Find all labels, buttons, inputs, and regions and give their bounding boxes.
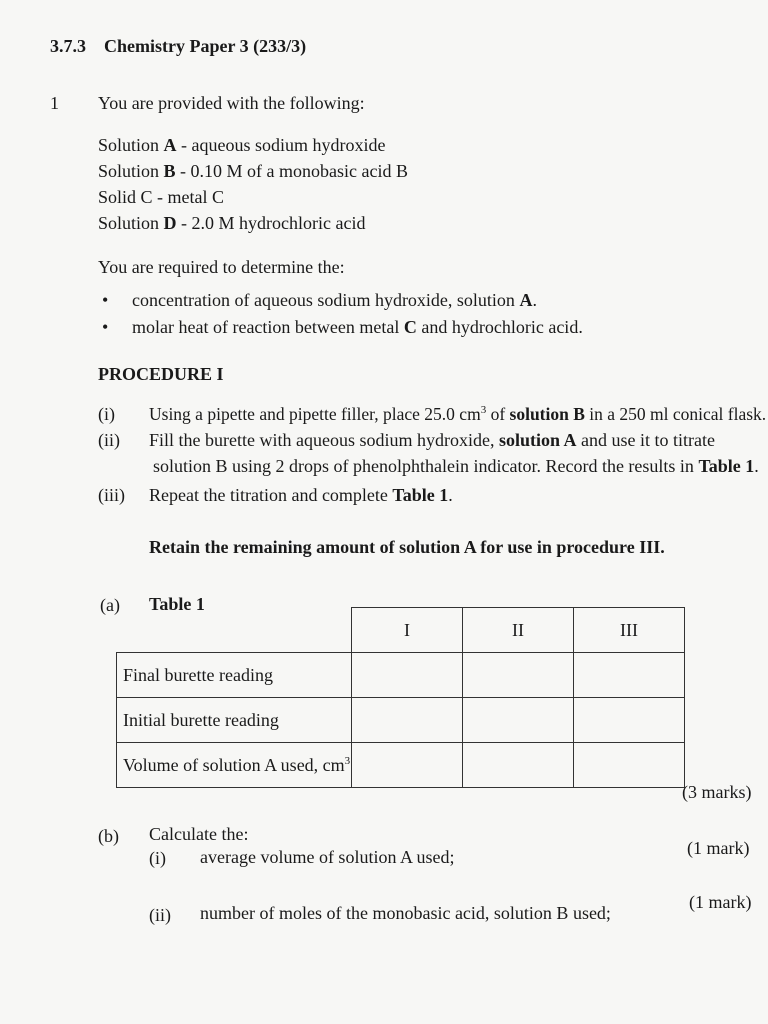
procedure-title: PROCEDURE I bbox=[98, 364, 224, 384]
step-text bbox=[149, 430, 715, 451]
section-number: 3.7.3 bbox=[50, 36, 86, 56]
column-header: I bbox=[352, 608, 463, 653]
solution-label: A bbox=[163, 135, 177, 155]
retain-note: Retain the remaining amount of solution A for use in procedure III. bbox=[149, 537, 665, 557]
step-bold: solution A bbox=[498, 430, 577, 450]
column-header: III bbox=[574, 608, 685, 653]
table-cell[interactable] bbox=[463, 698, 574, 743]
bullet-icon: • bbox=[102, 290, 109, 310]
bullet-text: concentration of aqueous sodium hydroxide, solution bbox=[132, 290, 520, 310]
solution-label: D bbox=[163, 213, 177, 233]
solution-line-b bbox=[98, 161, 408, 182]
required-intro: You are required to determine the: bbox=[98, 257, 345, 277]
step-text bbox=[149, 485, 453, 506]
page-heading bbox=[50, 36, 306, 57]
solution-label: B bbox=[163, 161, 176, 181]
step-number: (iii) bbox=[98, 485, 125, 505]
solution-prefix: Solution bbox=[98, 213, 164, 233]
table-cell[interactable] bbox=[352, 653, 463, 698]
bullet-item bbox=[102, 290, 537, 311]
row-label-text: Volume of solution A used, cm bbox=[123, 754, 345, 775]
table-row bbox=[117, 653, 685, 698]
table-corner bbox=[117, 608, 352, 653]
solution-desc: - metal C bbox=[152, 187, 225, 207]
bullet-icon: • bbox=[102, 317, 109, 337]
table-row bbox=[117, 743, 685, 788]
step-text-part: Using a pipette and pipette filler, place 25.0 cm bbox=[149, 404, 481, 424]
bullet-bold: C bbox=[403, 317, 417, 337]
table-row bbox=[117, 698, 685, 743]
solution-prefix: Solution bbox=[98, 161, 164, 181]
marks-label: (1 mark) bbox=[687, 838, 750, 858]
part-a-label: (a) bbox=[100, 595, 120, 615]
step-text-part: . bbox=[754, 456, 759, 476]
subpart-number: (i) bbox=[149, 848, 166, 868]
step-text-continued bbox=[153, 456, 759, 477]
question-number: 1 bbox=[50, 93, 59, 113]
step-text-part: in a 250 ml conical flask. bbox=[584, 404, 767, 424]
solution-prefix: Solid C bbox=[98, 187, 153, 207]
table-cell[interactable] bbox=[463, 653, 574, 698]
table-cell[interactable] bbox=[574, 698, 685, 743]
table-cell[interactable] bbox=[463, 743, 574, 788]
bullet-text-end: and hydrochloric acid. bbox=[416, 317, 583, 337]
table-cell[interactable] bbox=[574, 653, 685, 698]
solution-line-d bbox=[98, 213, 365, 234]
step-bold: solution B bbox=[509, 404, 585, 424]
row-label: Initial burette reading bbox=[117, 698, 352, 743]
step-text bbox=[149, 404, 766, 425]
solution-line-a bbox=[98, 135, 385, 156]
marks-label: (1 mark) bbox=[689, 892, 752, 912]
marks-label: (3 marks) bbox=[682, 782, 752, 802]
solution-desc: - aqueous sodium hydroxide bbox=[176, 135, 386, 155]
table-cell[interactable] bbox=[352, 743, 463, 788]
step-text-part: . bbox=[448, 485, 453, 505]
part-b-label: (b) bbox=[98, 826, 119, 846]
subpart-text: average volume of solution A used; bbox=[200, 847, 455, 867]
row-label bbox=[117, 743, 352, 788]
column-header: II bbox=[463, 608, 574, 653]
step-bold: Table 1 bbox=[698, 456, 755, 476]
table-title: Table 1 bbox=[149, 594, 205, 614]
step-number: (i) bbox=[98, 404, 115, 424]
solution-prefix: Solution bbox=[98, 135, 164, 155]
bullet-text-end: . bbox=[532, 290, 537, 310]
step-text-part: Repeat the titration and complete bbox=[149, 485, 393, 505]
step-text-part: solution B using 2 drops of phenolphthalein indicator. Record the results in bbox=[153, 456, 699, 476]
solution-desc: - 0.10 M of a monobasic acid B bbox=[175, 161, 408, 181]
bullet-text: molar heat of reaction between metal bbox=[132, 317, 404, 337]
superscript: 3 bbox=[480, 404, 487, 417]
step-bold: Table 1 bbox=[392, 485, 449, 505]
superscript: 3 bbox=[344, 754, 351, 767]
results-table bbox=[116, 607, 685, 788]
table-header-row bbox=[117, 608, 685, 653]
solution-desc: - 2.0 M hydrochloric acid bbox=[176, 213, 366, 233]
row-label: Final burette reading bbox=[117, 653, 352, 698]
subpart-number: (ii) bbox=[149, 905, 171, 925]
bullet-item bbox=[102, 317, 583, 338]
step-text-part: and use it to titrate bbox=[576, 430, 715, 450]
paper-title: Chemistry Paper 3 (233/3) bbox=[104, 36, 307, 56]
step-text-part: Fill the burette with aqueous sodium hydroxide, bbox=[149, 430, 499, 450]
table-cell[interactable] bbox=[574, 743, 685, 788]
part-b-intro: Calculate the: bbox=[149, 824, 249, 844]
solid-line-c bbox=[98, 187, 224, 208]
subpart-text: number of moles of the monobasic acid, solution B used; bbox=[200, 903, 611, 923]
table-cell[interactable] bbox=[352, 698, 463, 743]
step-text-part: of bbox=[486, 404, 510, 424]
question-intro: You are provided with the following: bbox=[98, 93, 365, 113]
bullet-bold: A bbox=[519, 290, 533, 310]
step-number: (ii) bbox=[98, 430, 120, 450]
